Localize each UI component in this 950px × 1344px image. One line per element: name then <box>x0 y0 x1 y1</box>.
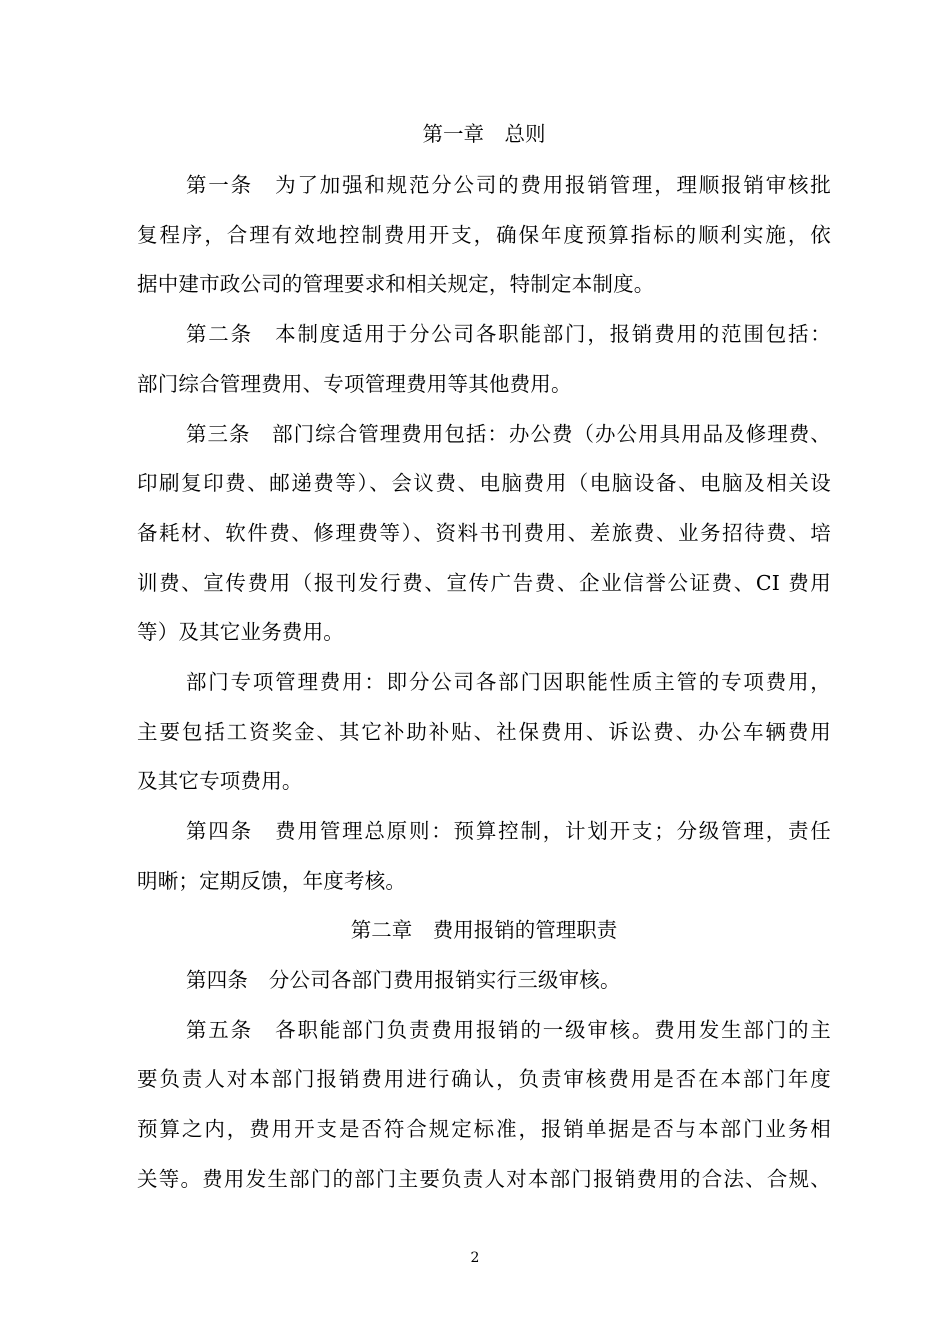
chapter-2-title: 第二章 费用报销的管理职责 <box>350 918 618 942</box>
article-2-line-2: 部门综合管理费用、专项管理费用等其他费用。 <box>137 372 572 396</box>
special-fees-line-3: 及其它专项费用。 <box>137 769 303 793</box>
article-3-line-4: 训费、宣传费用（报刊发行费、宣传广告费、企业信誉公证费、CI 费用 <box>137 571 831 595</box>
article-5-line-4: 关等。费用发生部门的部门主要负责人对本部门报销费用的合法、合规、 <box>137 1167 831 1191</box>
article-5-line-2: 要负责人对本部门报销费用进行确认，负责审核费用是否在本部门年度 <box>137 1067 831 1091</box>
article-3-line-5: 等）及其它业务费用。 <box>137 620 344 644</box>
article-3-line-1: 第三条 部门综合管理费用包括：办公费（办公用具用品及修理费、 <box>186 422 831 446</box>
special-fees-line-1: 部门专项管理费用：即分公司各部门因职能性质主管的专项费用， <box>186 670 831 694</box>
article-4b-line-1: 第四条 分公司各部门费用报销实行三级审核。 <box>186 968 621 992</box>
article-1-line-1: 第一条 为了加强和规范分公司的费用报销管理，理顺报销审核批 <box>186 173 831 197</box>
article-2-line-1: 第二条 本制度适用于分公司各职能部门，报销费用的范围包括： <box>186 322 831 346</box>
article-5-line-1: 第五条 各职能部门负责费用报销的一级审核。费用发生部门的主 <box>186 1018 831 1042</box>
article-4-line-2: 明晰；定期反馈，年度考核。 <box>137 869 407 893</box>
article-5-line-3: 预算之内，费用开支是否符合规定标准，报销单据是否与本部门业务相 <box>137 1117 831 1141</box>
article-3-line-2: 印刷复印费、邮递费等）、会议费、电脑费用（电脑设备、电脑及相关设 <box>137 471 831 495</box>
article-3-line-3: 备耗材、软件费、修理费等）、资料书刊费用、差旅费、业务招待费、培 <box>137 521 831 545</box>
chapter-1-title: 第一章 总则 <box>422 122 546 146</box>
special-fees-line-2: 主要包括工资奖金、其它补助补贴、社保费用、诉讼费、办公车辆费用 <box>137 720 831 744</box>
page-number: 2 <box>470 1250 480 1266</box>
article-1-line-3: 据中建市政公司的管理要求和相关规定，特制定本制度。 <box>137 272 655 296</box>
article-1-line-2: 复程序，合理有效地控制费用开支，确保年度预算指标的顺利实施，依 <box>137 223 831 247</box>
article-4-line-1: 第四条 费用管理总原则：预算控制，计划开支；分级管理，责任 <box>186 819 831 843</box>
